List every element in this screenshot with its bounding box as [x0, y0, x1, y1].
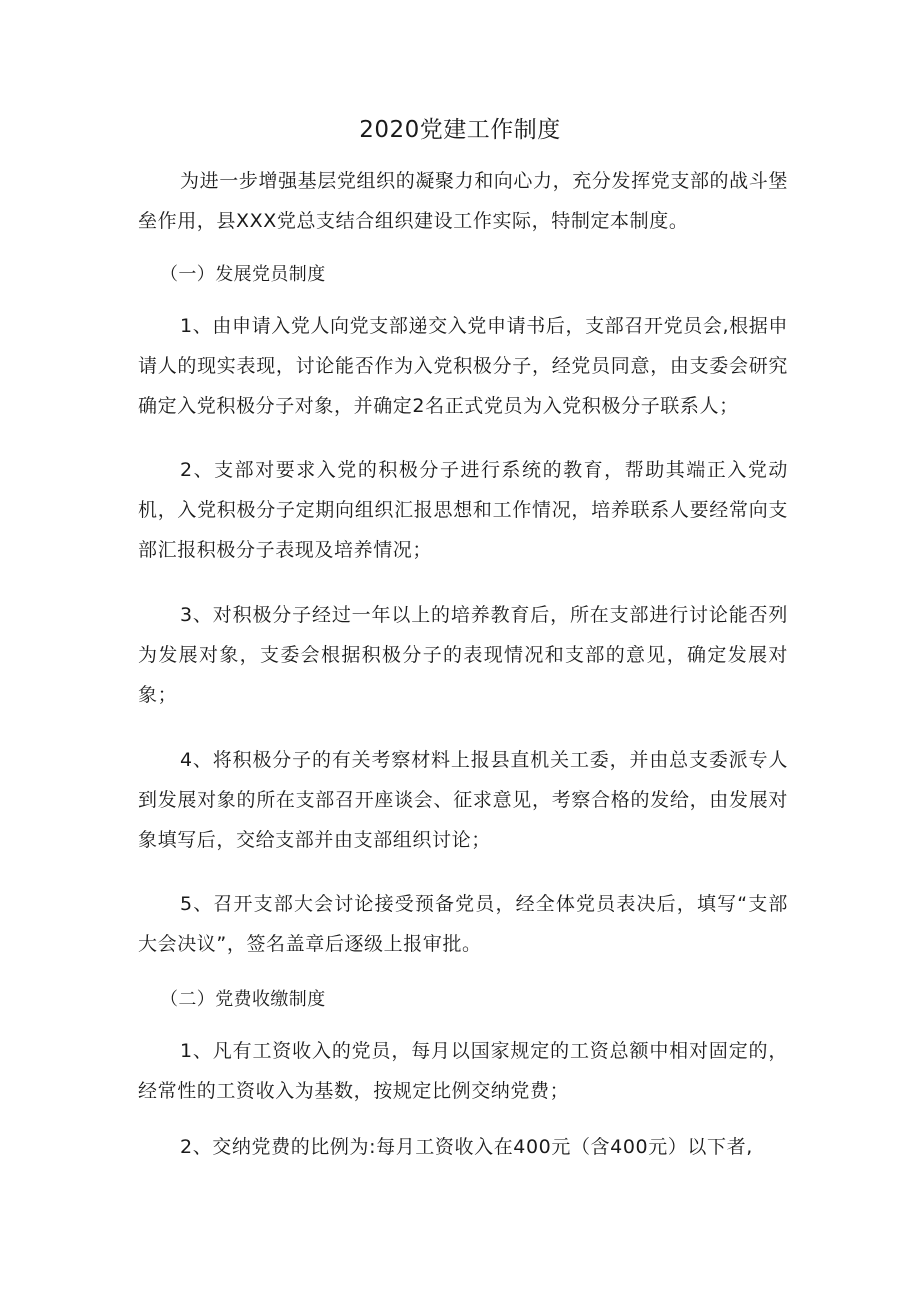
rule-paragraph-2-2: 2、交纳党费的比例为:每月工资收入在400元（含400元）以下者, — [180, 1136, 753, 1158]
rule-paragraph-1-5: 5、召开支部大会讨论接受预备党员，经全体党员表决后，填写“支部大会决议”，签名盖章后逐级上报审批。 — [138, 893, 788, 955]
rule-paragraph-1-4: 4、将积极分子的有关考察材料上报县直机关工委，并由总支委派专人到发展对象的所在支部召开座谈会、征求意见，考察合格的发给，由发展对象填写后，交给支部并由支部组织讨论； — [138, 749, 788, 851]
section-heading-party-member-development: （一）发展党员制度 — [160, 264, 326, 285]
rule-paragraph-1-2: 2、支部对要求入党的积极分子进行系统的教育，帮助其端正入党动机，入党积极分子定期向组织汇报思想和工作情况，培养联系人要经常向支部汇报积极分子表现及培养情况； — [138, 459, 788, 561]
rule-paragraph-1-1: 1、由申请入党人向党支部递交入党申请书后，支部召开党员会,根据申请人的现实表现，讨论能否作为入党积极分子，经党员同意，由支委会研究确定入党积极分子对象，并确定2名正式党员为入党积极分子联系人； — [138, 315, 788, 417]
rule-paragraph-1-3: 3、对积极分子经过一年以上的培养教育后，所在支部进行讨论能否列为发展对象，支委会根据积极分子的表现情况和支部的意见，确定发展对象； — [138, 604, 788, 706]
intro-paragraph: 为进一步增强基层党组织的凝聚力和向心力，充分发挥党支部的战斗堡垒作用，县XXX党总支结合组织建设工作实际，特制定本制度。 — [138, 170, 788, 232]
section-heading-party-dues: （二）党费收缴制度 — [160, 989, 326, 1010]
document-title: 2020党建工作制度 — [359, 117, 561, 143]
rule-paragraph-2-1: 1、凡有工资收入的党员，每月以国家规定的工资总额中相对固定的，经常性的工资收入为基数，按规定比例交纳党费； — [138, 1040, 788, 1102]
